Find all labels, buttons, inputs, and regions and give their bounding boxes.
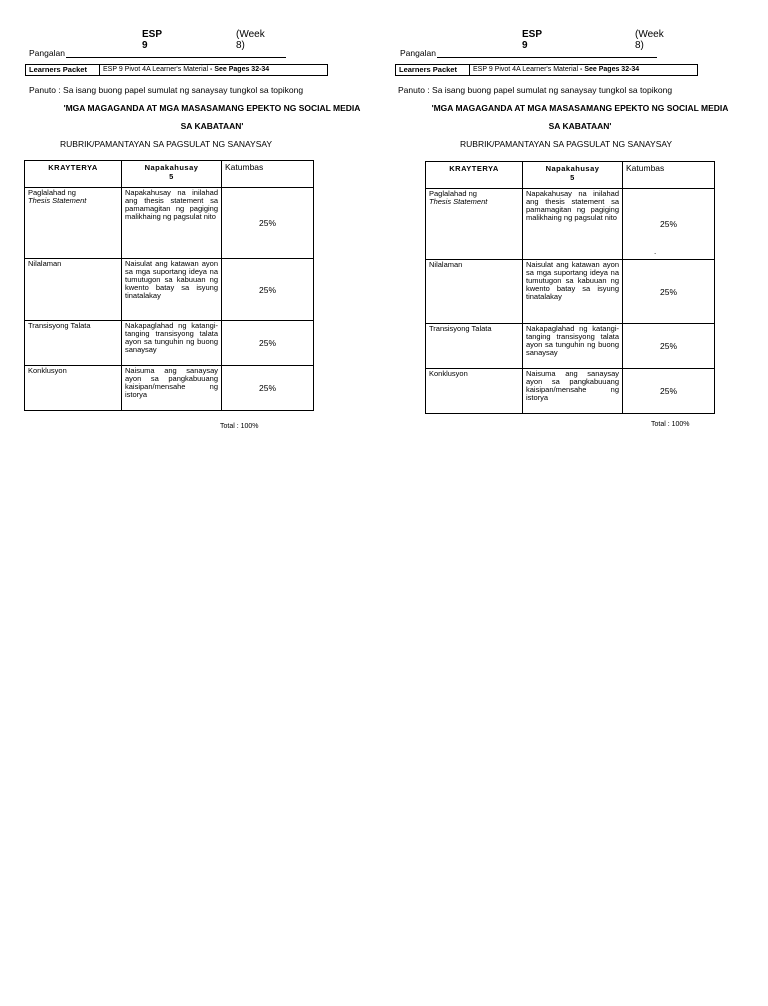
- packet-material: ESP 9 Pivot 4A Learner's Material: [103, 66, 209, 73]
- description-cell: Napakahusay na inilahad ang thesis statement sa pamamagitan ng pagiging malikhaing ng pagsulat nito: [121, 188, 221, 259]
- score-header-value: 5: [570, 173, 575, 182]
- weight-cell: 25%: [622, 189, 715, 260]
- criteria-cell: Konklusyon: [425, 369, 522, 414]
- weight-cell: 25%: [622, 369, 715, 414]
- criteria-cell: Transisyong Talata: [24, 321, 121, 366]
- name-label: Pangalan: [400, 48, 436, 58]
- instructions-text: Panuto : Sa isang buong papel sumulat ng sanaysay tungkol sa topikong: [398, 85, 673, 95]
- description-cell: Nakapaglahad ng katangi-tanging transisyong talata ayon sa tunguhin ng buong sanaysay: [121, 321, 221, 366]
- description-cell: Naisuma ang sanaysay ayon sa pangkabuuang kaisipan/mensahe ng istorya: [121, 366, 221, 411]
- name-blank-line: [66, 49, 286, 58]
- table-row: [425, 260, 715, 324]
- score-header: [522, 161, 622, 189]
- table-row: [24, 321, 314, 366]
- rubric-title: RUBRIK/PAMANTAYAN SA PAGSULAT NG SANAYSAY: [460, 139, 673, 149]
- instructions-text: Panuto : Sa isang buong papel sumulat ng sanaysay tungkol sa topikong: [29, 85, 304, 95]
- criteria-cell: Nilalaman: [24, 259, 121, 321]
- table-row: [24, 188, 314, 259]
- worksheet-left: [24, 0, 394, 440]
- score-header: [121, 160, 221, 188]
- name-label: Pangalan: [29, 48, 65, 58]
- criteria-cell: Paglalahad ng Thesis Statement: [24, 188, 121, 259]
- weight-header: Katumbas: [622, 161, 715, 189]
- weight-cell: 25%: [622, 260, 715, 324]
- rubric-title: RUBRIK/PAMANTAYAN SA PAGSULAT NG SANAYSAY: [60, 139, 273, 149]
- week-label: (Week 8): [236, 29, 265, 51]
- packet-material: ESP 9 Pivot 4A Learner's Material: [473, 66, 579, 73]
- score-header-label: Napakahusay: [144, 163, 199, 172]
- total-label: Total : 100%: [220, 423, 259, 430]
- table-row: [425, 189, 715, 260]
- table-row: [24, 259, 314, 321]
- packet-label: Learners Packet: [26, 65, 100, 75]
- criteria-cell: Konklusyon: [24, 366, 121, 411]
- weight-cell: 25%: [221, 366, 314, 411]
- description-cell: Napakahusay na inilahad ang thesis statement sa pamamagitan ng pagiging malikhaing ng pagsulat nito: [522, 189, 622, 260]
- weight-cell: 25%: [622, 324, 715, 369]
- packet-label: Learners Packet: [396, 65, 470, 75]
- table-row: [425, 324, 715, 369]
- description-cell: Naisulat ang katawan ayon sa mga suportang ideya na tumutugon sa kabuuan ng kwento batay sa isyung tinatalakay: [121, 259, 221, 321]
- essay-topic-line2: SA KABATAAN': [180, 121, 244, 131]
- essay-topic-line2: SA KABATAAN': [548, 121, 612, 131]
- score-header-label: Napakahusay: [545, 164, 600, 173]
- description-cell: Naisuma ang sanaysay ayon sa pangkabuuang kaisipan/mensahe ng istorya: [522, 369, 622, 414]
- packet-pages: - See Pages 32-34: [578, 66, 640, 73]
- description-cell: Nakapaglahad ng katangi-tanging transisyong talata ayon sa tunguhin ng buong sanaysay: [522, 324, 622, 369]
- packet-reference: [100, 65, 269, 75]
- criteria-header: KRAYTERYA: [24, 160, 121, 188]
- week-label: (Week 8): [635, 29, 664, 51]
- name-field: [29, 48, 286, 58]
- table-row: [24, 366, 314, 411]
- packet-info-box: [395, 64, 698, 76]
- packet-info-box: [25, 64, 328, 76]
- name-field: [400, 48, 657, 58]
- table-row: [425, 369, 715, 414]
- subject-label: ESP 9: [522, 29, 542, 51]
- subject-label: ESP 9: [142, 29, 162, 51]
- criteria-cell: Paglalahad ng Thesis Statement: [425, 189, 522, 260]
- packet-reference: [470, 65, 639, 75]
- score-header-value: 5: [169, 172, 174, 181]
- essay-topic-line1: 'MGA MAGAGANDA AT MGA MASASAMANG EPEKTO NG SOCIAL MEDIA: [431, 103, 729, 113]
- criteria-cell: Transisyong Talata: [425, 324, 522, 369]
- essay-topic-line1: 'MGA MAGAGANDA AT MGA MASASAMANG EPEKTO NG SOCIAL MEDIA: [63, 103, 361, 113]
- worksheet-right: [395, 0, 765, 440]
- packet-pages: - See Pages 32-34: [208, 66, 270, 73]
- weight-cell: 25%: [221, 321, 314, 366]
- criteria-header: KRAYTERYA: [425, 161, 522, 189]
- weight-cell: 25%: [221, 188, 314, 259]
- name-blank-line: [437, 49, 657, 58]
- description-cell: Naisulat ang katawan ayon sa mga suportang ideya na tumutugon sa kabuuan ng kwento batay sa isyung tinatalakay: [522, 260, 622, 324]
- weight-header: Katumbas: [221, 160, 314, 188]
- criteria-cell: Nilalaman: [425, 260, 522, 324]
- stray-mark: .: [654, 247, 657, 256]
- total-label: Total : 100%: [651, 421, 690, 428]
- weight-cell: 25%: [221, 259, 314, 321]
